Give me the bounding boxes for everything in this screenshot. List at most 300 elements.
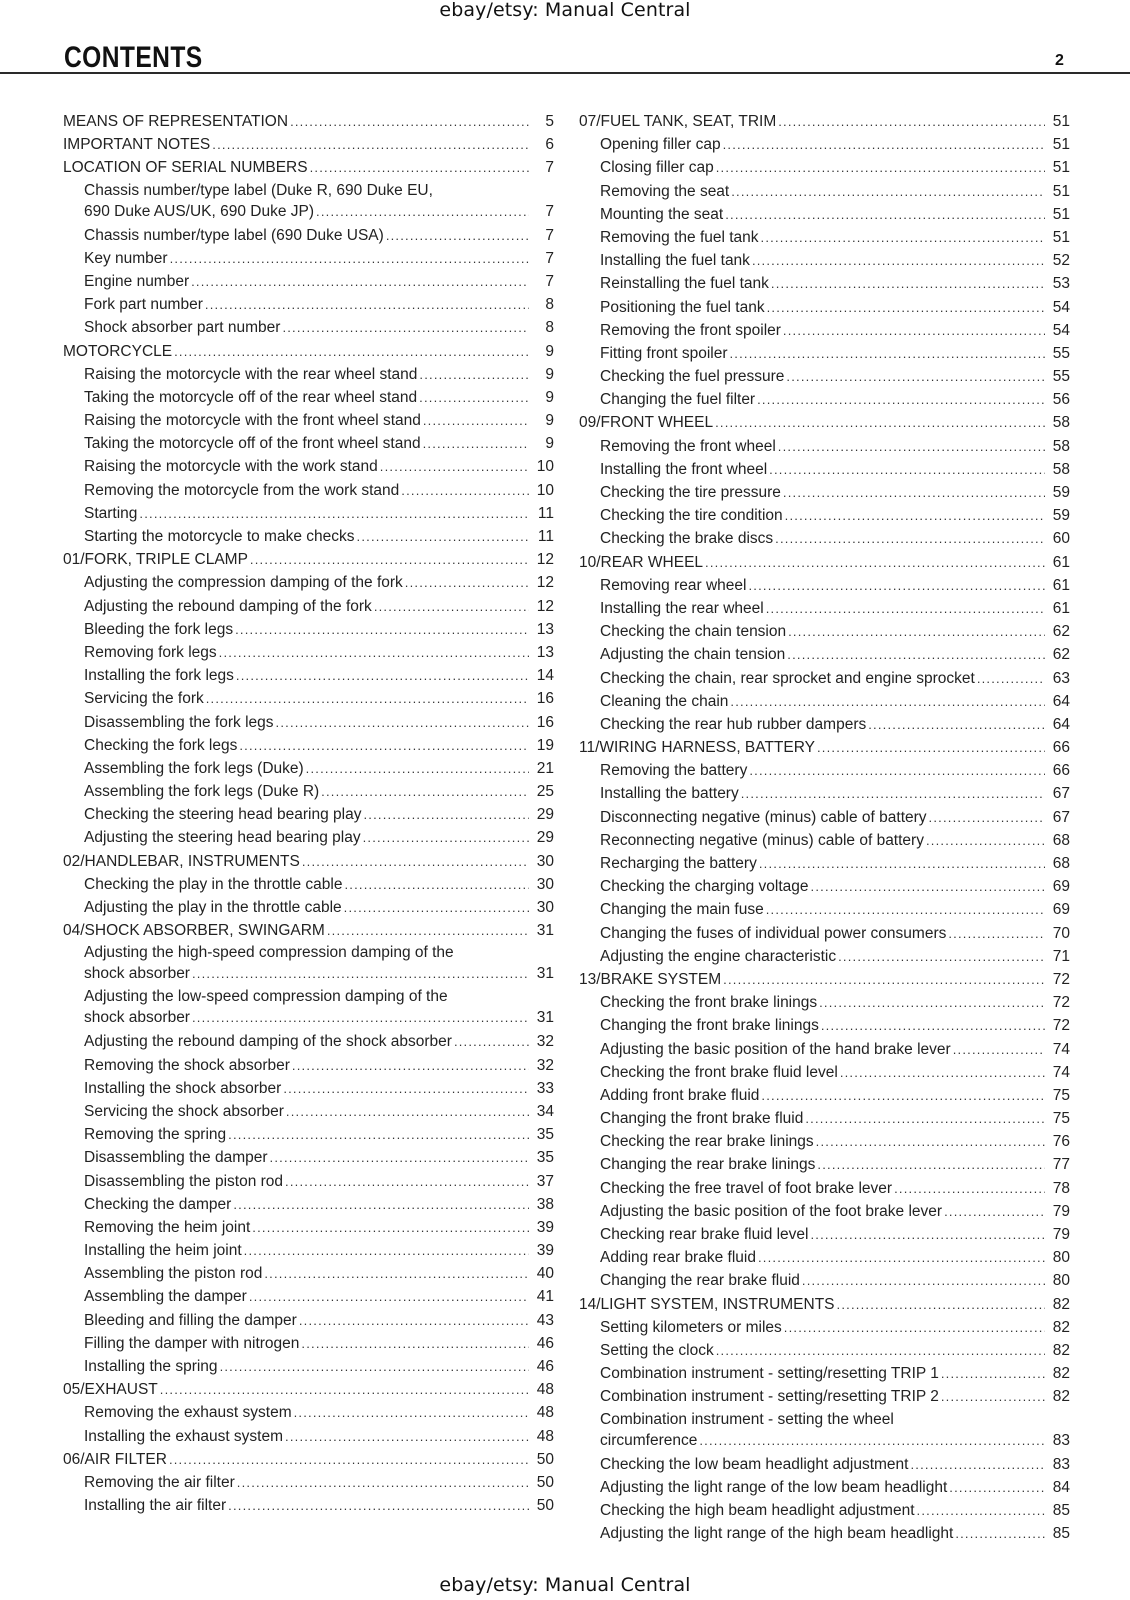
toc-entry-page: 39 bbox=[536, 1242, 554, 1260]
toc-entry-label: Removing the air filter bbox=[84, 1473, 235, 1491]
toc-entry-label: Adjusting the light range of the high beam headlight bbox=[600, 1525, 954, 1543]
toc-subsection-entry[interactable] bbox=[63, 986, 554, 1030]
toc-entry-label: Setting the clock bbox=[600, 1341, 714, 1359]
toc-subsection-entry[interactable] bbox=[63, 479, 554, 502]
toc-entry-label: LOCATION OF SERIAL NUMBERS bbox=[63, 159, 308, 177]
toc-subsection-entry[interactable] bbox=[63, 1355, 554, 1378]
dot-leader bbox=[454, 1030, 529, 1053]
toc-subsection-entry[interactable] bbox=[579, 574, 1070, 597]
toc-subsection-entry[interactable] bbox=[579, 713, 1070, 736]
dot-leader bbox=[910, 1453, 1045, 1476]
toc-subsection-entry[interactable] bbox=[579, 1153, 1070, 1176]
toc-entry-label: Starting the motorcycle to make checks bbox=[84, 528, 355, 545]
toc-subsection-entry[interactable] bbox=[579, 852, 1070, 875]
dot-leader bbox=[285, 1170, 529, 1193]
toc-entry-label: Disassembling the damper bbox=[84, 1149, 268, 1167]
dot-leader bbox=[783, 319, 1045, 342]
toc-subsection-entry[interactable] bbox=[63, 641, 554, 664]
toc-subsection-entry[interactable] bbox=[579, 1177, 1070, 1200]
toc-subsection-entry[interactable] bbox=[579, 991, 1070, 1014]
toc-entry-page: 7 bbox=[545, 159, 554, 177]
dot-leader bbox=[249, 1285, 529, 1308]
toc-subsection-entry[interactable] bbox=[579, 667, 1070, 690]
toc-entry-label: 07/FUEL TANK, SEAT, TRIM bbox=[579, 113, 777, 130]
toc-entry-page: 60 bbox=[1052, 530, 1070, 548]
toc-subsection-entry[interactable] bbox=[579, 806, 1070, 829]
dot-leader bbox=[805, 1107, 1045, 1130]
toc-entry-label: Taking the motorcycle off of the front wheel stand bbox=[84, 435, 421, 453]
toc-section-entry[interactable] bbox=[579, 736, 1070, 759]
dot-leader bbox=[941, 1362, 1045, 1385]
toc-entry-label: Servicing the fork bbox=[84, 690, 204, 708]
toc-entry-page: 72 bbox=[1052, 1017, 1070, 1035]
toc-entry-label: Checking the chain, rear sprocket and engine sprocket bbox=[600, 669, 975, 687]
toc-subsection-entry[interactable] bbox=[579, 782, 1070, 805]
dot-leader bbox=[811, 875, 1045, 898]
toc-section-entry[interactable] bbox=[579, 1293, 1070, 1316]
toc-entry-page: 58 bbox=[1052, 460, 1070, 478]
toc-subsection-entry[interactable] bbox=[63, 571, 554, 594]
toc-entry-label: Checking the rear brake linings bbox=[600, 1133, 814, 1151]
toc-entry-label: Key number bbox=[84, 249, 168, 267]
toc-entry-label: Combination instrument - setting the wheel bbox=[600, 1410, 894, 1428]
toc-section-entry[interactable] bbox=[63, 548, 554, 571]
dot-leader bbox=[757, 388, 1045, 411]
toc-entry-page: 62 bbox=[1052, 623, 1070, 641]
toc-entry-label: Cleaning the chain bbox=[600, 692, 729, 710]
toc-entry-page: 58 bbox=[1052, 414, 1070, 432]
dot-leader bbox=[233, 1193, 529, 1216]
toc-entry-label: IMPORTANT NOTES bbox=[63, 136, 211, 154]
toc-subsection-entry[interactable] bbox=[63, 1239, 554, 1262]
toc-subsection-entry[interactable] bbox=[63, 247, 554, 270]
toc-subsection-entry[interactable] bbox=[579, 319, 1070, 342]
toc-subsection-entry[interactable] bbox=[63, 1262, 554, 1285]
toc-entry-label: Adding front brake fluid bbox=[600, 1086, 760, 1104]
toc-subsection-entry[interactable] bbox=[579, 1269, 1070, 1292]
toc-subsection-entry[interactable] bbox=[579, 481, 1070, 504]
toc-section-entry[interactable] bbox=[63, 340, 554, 363]
toc-subsection-entry[interactable] bbox=[579, 690, 1070, 713]
toc-subsection-entry[interactable] bbox=[63, 432, 554, 455]
toc-subsection-entry[interactable] bbox=[579, 1084, 1070, 1107]
dot-leader bbox=[944, 1200, 1045, 1223]
toc-subsection-entry[interactable] bbox=[579, 1223, 1070, 1246]
dot-leader bbox=[802, 1269, 1045, 1292]
toc-entry-label: Checking the brake discs bbox=[600, 530, 774, 548]
toc-subsection-entry[interactable] bbox=[63, 1425, 554, 1448]
toc-section-entry[interactable] bbox=[63, 110, 554, 133]
toc-subsection-entry[interactable] bbox=[579, 1246, 1070, 1269]
toc-entry-page: 59 bbox=[1052, 484, 1070, 501]
toc-entry-label: Removing the shock absorber bbox=[84, 1056, 290, 1074]
toc-section-entry[interactable] bbox=[579, 110, 1070, 133]
toc-entry-label: Adding rear brake fluid bbox=[600, 1249, 756, 1267]
toc-subsection-entry[interactable] bbox=[63, 1123, 554, 1146]
toc-subsection-entry[interactable] bbox=[63, 386, 554, 409]
toc-entry-label: Checking the charging voltage bbox=[600, 878, 809, 896]
toc-entry-page: 74 bbox=[1052, 1040, 1070, 1058]
dot-leader bbox=[276, 711, 529, 734]
toc-subsection-entry[interactable] bbox=[63, 1309, 554, 1332]
dot-leader bbox=[290, 110, 529, 133]
toc-entry-label: Installing the air filter bbox=[84, 1497, 227, 1515]
toc-entry-page: 31 bbox=[536, 965, 554, 983]
toc-subsection-entry[interactable] bbox=[579, 272, 1070, 295]
dot-leader bbox=[766, 597, 1045, 620]
toc-entry-label: 09/FRONT WHEEL bbox=[579, 414, 714, 432]
toc-entry-label: 02/HANDLEBAR, INSTRUMENTS bbox=[63, 852, 300, 870]
toc-subsection-entry[interactable] bbox=[63, 316, 554, 339]
toc-subsection-entry[interactable] bbox=[63, 455, 554, 478]
dot-leader bbox=[237, 1471, 529, 1494]
toc-subsection-entry[interactable] bbox=[579, 620, 1070, 643]
dot-leader bbox=[769, 458, 1045, 481]
toc-subsection-entry[interactable] bbox=[63, 293, 554, 316]
toc-entry-page: 78 bbox=[1052, 1179, 1070, 1197]
dot-leader bbox=[380, 455, 529, 478]
toc-section-entry[interactable] bbox=[579, 968, 1070, 991]
toc-subsection-entry[interactable] bbox=[579, 945, 1070, 968]
toc-subsection-entry[interactable] bbox=[63, 711, 554, 734]
dot-leader bbox=[821, 1014, 1045, 1037]
toc-entry-label: Adjusting the play in the throttle cable bbox=[84, 899, 342, 916]
toc-entry-label: Removing rear wheel bbox=[600, 576, 747, 594]
toc-subsection-entry[interactable] bbox=[579, 133, 1070, 156]
toc-subsection-entry[interactable] bbox=[579, 1453, 1070, 1476]
toc-subsection-entry[interactable] bbox=[63, 224, 554, 247]
toc-subsection-entry[interactable] bbox=[579, 504, 1070, 527]
toc-subsection-entry[interactable] bbox=[579, 875, 1070, 898]
toc-subsection-entry[interactable] bbox=[579, 203, 1070, 226]
toc-subsection-entry[interactable] bbox=[63, 1471, 554, 1494]
toc-section-entry[interactable] bbox=[63, 133, 554, 156]
toc-subsection-entry[interactable] bbox=[63, 1285, 554, 1308]
dot-leader bbox=[778, 110, 1045, 133]
toc-entry-label: Starting bbox=[84, 504, 138, 522]
toc-entry-page: 29 bbox=[536, 829, 554, 847]
toc-entry-label: Combination instrument - setting/resetting TRIP 1 bbox=[600, 1365, 939, 1383]
toc-subsection-entry[interactable] bbox=[63, 1077, 554, 1100]
dot-leader bbox=[778, 435, 1045, 458]
toc-entry-page: 76 bbox=[1052, 1133, 1070, 1151]
dot-leader bbox=[699, 1430, 1045, 1452]
toc-entry-page: 9 bbox=[545, 388, 554, 406]
toc-subsection-entry[interactable] bbox=[63, 1332, 554, 1355]
toc-subsection-entry[interactable] bbox=[63, 1146, 554, 1169]
toc-subsection-entry[interactable] bbox=[579, 597, 1070, 620]
toc-section-entry[interactable] bbox=[63, 156, 554, 179]
toc-entry-label: Checking the tire condition bbox=[600, 507, 783, 525]
toc-entry-page: 9 bbox=[545, 365, 554, 383]
toc-subsection-entry[interactable] bbox=[579, 365, 1070, 388]
dot-leader bbox=[785, 504, 1045, 527]
toc-entry-page: 82 bbox=[1052, 1318, 1070, 1336]
toc-entry-page: 68 bbox=[1052, 855, 1070, 872]
toc-subsection-entry[interactable] bbox=[579, 1499, 1070, 1522]
toc-subsection-entry[interactable] bbox=[63, 1401, 554, 1424]
toc-entry-label: Assembling the damper bbox=[84, 1288, 247, 1306]
toc-entry-page: 5 bbox=[545, 113, 554, 130]
toc-entry-page: 74 bbox=[1052, 1063, 1070, 1081]
toc-entry-page: 54 bbox=[1052, 298, 1070, 316]
dot-leader bbox=[386, 224, 529, 247]
toc-subsection-entry[interactable] bbox=[63, 363, 554, 386]
dot-leader bbox=[725, 203, 1045, 226]
toc-entry-label: Assembling the piston rod bbox=[84, 1265, 263, 1283]
toc-section-entry[interactable] bbox=[63, 919, 554, 942]
toc-entry-label: Closing filler cap bbox=[600, 159, 714, 177]
dot-leader bbox=[286, 1100, 529, 1123]
toc-subsection-entry[interactable] bbox=[579, 180, 1070, 203]
dot-leader bbox=[817, 1153, 1045, 1176]
toc-entry-page: 56 bbox=[1052, 391, 1070, 409]
toc-entry-label: Checking the rear hub rubber dampers bbox=[600, 715, 867, 733]
toc-entry-page: 79 bbox=[1052, 1202, 1070, 1220]
toc-subsection-entry[interactable] bbox=[63, 1054, 554, 1077]
toc-subsection-entry[interactable] bbox=[579, 829, 1070, 852]
toc-subsection-entry[interactable] bbox=[63, 1494, 554, 1517]
toc-entry-page: 11 bbox=[537, 504, 554, 522]
toc-subsection-entry[interactable] bbox=[63, 664, 554, 687]
toc-subsection-entry[interactable] bbox=[579, 1522, 1070, 1545]
toc-subsection-entry[interactable] bbox=[579, 759, 1070, 782]
dot-leader bbox=[767, 296, 1045, 319]
toc-entry-page: 10 bbox=[536, 458, 554, 476]
toc-subsection-entry[interactable] bbox=[63, 757, 554, 780]
toc-subsection-entry[interactable] bbox=[63, 803, 554, 826]
toc-subsection-entry[interactable] bbox=[579, 922, 1070, 945]
toc-section-entry[interactable] bbox=[579, 551, 1070, 574]
toc-entry-label: Checking the low beam headlight adjustment bbox=[600, 1455, 909, 1473]
dot-leader bbox=[840, 1061, 1045, 1084]
toc-entry-page: 34 bbox=[536, 1102, 554, 1120]
toc-subsection-entry[interactable] bbox=[63, 687, 554, 710]
toc-subsection-entry[interactable] bbox=[579, 388, 1070, 411]
watermark-top: ebay/etsy: Manual Central bbox=[439, 0, 691, 21]
dot-leader bbox=[174, 340, 529, 363]
toc-subsection-entry[interactable] bbox=[63, 270, 554, 293]
toc-subsection-entry[interactable] bbox=[63, 1030, 554, 1053]
toc-entry-label: Adjusting the light range of the low beam headlight bbox=[600, 1478, 948, 1496]
toc-entry-label: Disconnecting negative (minus) cable of battery bbox=[600, 808, 927, 826]
toc-subsection-entry[interactable] bbox=[579, 156, 1070, 179]
dot-leader bbox=[363, 826, 529, 849]
dot-leader bbox=[817, 736, 1045, 759]
toc-subsection-entry[interactable] bbox=[63, 942, 554, 986]
dot-leader bbox=[419, 363, 529, 386]
toc-entry-label: Installing the fork legs bbox=[84, 667, 234, 685]
toc-entry-label-continued: shock absorber bbox=[84, 1009, 190, 1027]
toc-subsection-entry[interactable] bbox=[579, 226, 1070, 249]
toc-entry-page: 21 bbox=[536, 759, 554, 777]
toc-entry-label: Removing the battery bbox=[600, 762, 748, 780]
dot-leader bbox=[752, 249, 1045, 272]
toc-entry-page: 77 bbox=[1052, 1156, 1070, 1174]
toc-subsection-entry[interactable] bbox=[579, 249, 1070, 272]
dot-leader bbox=[917, 1499, 1045, 1522]
toc-subsection-entry[interactable] bbox=[579, 527, 1070, 550]
dot-leader bbox=[236, 664, 529, 687]
toc-entry-label: 14/LIGHT SYSTEM, INSTRUMENTS bbox=[579, 1295, 835, 1313]
toc-subsection-entry[interactable] bbox=[579, 1130, 1070, 1153]
toc-subsection-entry[interactable] bbox=[579, 1200, 1070, 1223]
toc-subsection-entry[interactable] bbox=[63, 618, 554, 641]
toc-subsection-entry[interactable] bbox=[63, 780, 554, 803]
toc-subsection-entry[interactable] bbox=[63, 873, 554, 896]
toc-entry-label: Adjusting the rebound damping of the fork bbox=[84, 597, 372, 615]
toc-entry-page: 50 bbox=[536, 1497, 554, 1515]
toc-entry-label: Checking the steering head bearing play bbox=[84, 806, 362, 824]
dot-leader bbox=[170, 247, 529, 270]
toc-entry-label: Chassis number/type label (Duke R, 690 Duke EU, bbox=[84, 181, 433, 199]
toc-entry-page: 51 bbox=[1052, 159, 1070, 177]
toc-subsection-entry[interactable] bbox=[579, 1014, 1070, 1037]
dot-leader bbox=[363, 803, 529, 826]
toc-entry-label: Installing the spring bbox=[84, 1358, 218, 1375]
toc-entry-page: 82 bbox=[1052, 1295, 1070, 1313]
toc-entry-label: Installing the shock absorber bbox=[84, 1079, 282, 1097]
toc-entry-label-continued: 690 Duke AUS/UK, 690 Duke JP) bbox=[84, 202, 315, 220]
toc-entry-page: 72 bbox=[1052, 994, 1070, 1012]
toc-subsection-entry[interactable] bbox=[579, 1316, 1070, 1339]
dot-leader bbox=[423, 409, 529, 432]
toc-subsection-entry[interactable] bbox=[63, 409, 554, 432]
page-number: 2 bbox=[1055, 52, 1064, 69]
dot-leader bbox=[212, 133, 529, 156]
toc-subsection-entry[interactable] bbox=[63, 1216, 554, 1239]
toc-section-entry[interactable] bbox=[63, 850, 554, 873]
toc-subsection-entry[interactable] bbox=[63, 595, 554, 618]
dot-leader bbox=[788, 620, 1045, 643]
toc-subsection-entry[interactable] bbox=[579, 458, 1070, 481]
toc-entry-page: 52 bbox=[1052, 252, 1070, 270]
toc-entry-label: Adjusting the engine characteristic bbox=[600, 947, 837, 965]
toc-entry-page: 48 bbox=[536, 1404, 554, 1422]
toc-subsection-entry[interactable] bbox=[63, 502, 554, 525]
toc-entry-page: 25 bbox=[536, 783, 554, 801]
toc-entry-page: 67 bbox=[1052, 785, 1070, 803]
dot-leader bbox=[401, 479, 529, 502]
toc-entry-label: 10/REAR WHEEL bbox=[579, 553, 704, 571]
toc-entry-label: Removing the front spoiler bbox=[600, 321, 781, 339]
toc-entry-label: Disassembling the fork legs bbox=[84, 713, 274, 731]
toc-entry-page: 12 bbox=[536, 597, 554, 615]
toc-entry-page: 7 bbox=[545, 202, 554, 220]
toc-entry-page: 12 bbox=[536, 551, 554, 569]
toc-entry-label: Installing the exhaust system bbox=[84, 1427, 284, 1445]
toc-entry-page: 8 bbox=[545, 319, 554, 337]
toc-entry-page: 6 bbox=[545, 136, 554, 154]
toc-entry-page: 7 bbox=[545, 272, 554, 290]
toc-entry-page: 83 bbox=[1052, 1455, 1070, 1473]
toc-subsection-entry[interactable] bbox=[63, 1193, 554, 1216]
toc-entry-page: 41 bbox=[536, 1288, 554, 1306]
toc-subsection-entry[interactable] bbox=[63, 1170, 554, 1193]
toc-entry-label: Raising the motorcycle with the rear wheel stand bbox=[84, 365, 418, 383]
toc-entry-label: 06/AIR FILTER bbox=[63, 1450, 167, 1468]
dot-leader bbox=[191, 270, 529, 293]
toc-subsection-entry[interactable] bbox=[579, 1107, 1070, 1130]
toc-entry-page: 83 bbox=[1052, 1431, 1070, 1449]
dot-leader bbox=[761, 1084, 1045, 1107]
toc-entry-label: Positioning the fuel tank bbox=[600, 298, 765, 316]
toc-subsection-entry[interactable] bbox=[63, 734, 554, 757]
dot-leader bbox=[302, 850, 529, 873]
toc-entry-page: 16 bbox=[536, 713, 554, 731]
dot-leader bbox=[327, 919, 529, 942]
toc-entry-label: Removing the front wheel bbox=[600, 437, 776, 455]
toc-entry-page: 62 bbox=[1052, 646, 1070, 664]
toc-entry-page: 67 bbox=[1052, 808, 1070, 826]
toc-entry-page: 48 bbox=[536, 1427, 554, 1445]
toc-section-entry[interactable] bbox=[63, 1448, 554, 1471]
toc-entry-label: Changing the rear brake fluid bbox=[600, 1272, 800, 1290]
toc-subsection-entry[interactable] bbox=[579, 898, 1070, 921]
toc-subsection-entry[interactable] bbox=[579, 1409, 1070, 1453]
toc-entry-label: Checking the front brake linings bbox=[600, 994, 818, 1012]
toc-entry-page: 66 bbox=[1052, 762, 1070, 780]
toc-section-entry[interactable] bbox=[579, 411, 1070, 434]
toc-entry-label: Mounting the seat bbox=[600, 205, 724, 223]
toc-entry-page: 39 bbox=[536, 1218, 554, 1236]
toc-subsection-entry[interactable] bbox=[579, 342, 1070, 365]
toc-entry-label: MEANS OF REPRESENTATION bbox=[63, 113, 289, 130]
toc-entry-label: Changing the rear brake linings bbox=[600, 1156, 816, 1174]
toc-entry-page: 48 bbox=[536, 1381, 554, 1399]
toc-entry-page: 32 bbox=[536, 1056, 554, 1074]
toc-subsection-entry[interactable] bbox=[63, 896, 554, 919]
toc-subsection-entry[interactable] bbox=[579, 1061, 1070, 1084]
dot-leader bbox=[716, 156, 1045, 179]
dot-leader bbox=[405, 571, 529, 594]
toc-subsection-entry[interactable] bbox=[63, 525, 554, 548]
toc-entry-label: Removing the fuel tank bbox=[600, 228, 759, 246]
toc-entry-page: 63 bbox=[1052, 669, 1070, 687]
toc-subsection-entry[interactable] bbox=[579, 1385, 1070, 1408]
toc-subsection-entry[interactable] bbox=[579, 435, 1070, 458]
toc-subsection-entry[interactable] bbox=[579, 1362, 1070, 1385]
dot-leader bbox=[283, 1077, 529, 1100]
toc-entry-label: Adjusting the high-speed compression damping of the bbox=[84, 944, 454, 962]
toc-entry-page: 51 bbox=[1052, 136, 1070, 154]
toc-entry-page: 58 bbox=[1052, 437, 1070, 455]
toc-subsection-entry[interactable] bbox=[579, 643, 1070, 666]
toc-entry-page: 85 bbox=[1052, 1525, 1070, 1543]
toc-subsection-entry[interactable] bbox=[63, 826, 554, 849]
dot-leader bbox=[761, 226, 1045, 249]
toc-entry-page: 38 bbox=[536, 1195, 554, 1213]
toc-entry-label: 13/BRAKE SYSTEM bbox=[579, 970, 722, 988]
toc-entry-page: 33 bbox=[536, 1079, 554, 1097]
dot-leader bbox=[759, 852, 1045, 875]
toc-subsection-entry[interactable] bbox=[579, 296, 1070, 319]
toc-subsection-entry[interactable] bbox=[579, 1038, 1070, 1061]
toc-entry-label: Checking rear brake fluid level bbox=[600, 1226, 809, 1243]
toc-subsection-entry[interactable] bbox=[63, 1100, 554, 1123]
dot-leader bbox=[784, 1316, 1045, 1339]
toc-entry-label: Setting kilometers or miles bbox=[600, 1318, 782, 1336]
dot-leader bbox=[705, 551, 1045, 574]
dot-leader bbox=[716, 1339, 1045, 1362]
dot-leader bbox=[220, 1355, 529, 1378]
toc-subsection-entry[interactable] bbox=[63, 180, 554, 224]
toc-subsection-entry[interactable] bbox=[579, 1476, 1070, 1499]
toc-section-entry[interactable] bbox=[63, 1378, 554, 1401]
dot-leader bbox=[731, 180, 1045, 203]
toc-entry-page: 7 bbox=[545, 249, 554, 267]
toc-subsection-entry[interactable] bbox=[579, 1339, 1070, 1362]
